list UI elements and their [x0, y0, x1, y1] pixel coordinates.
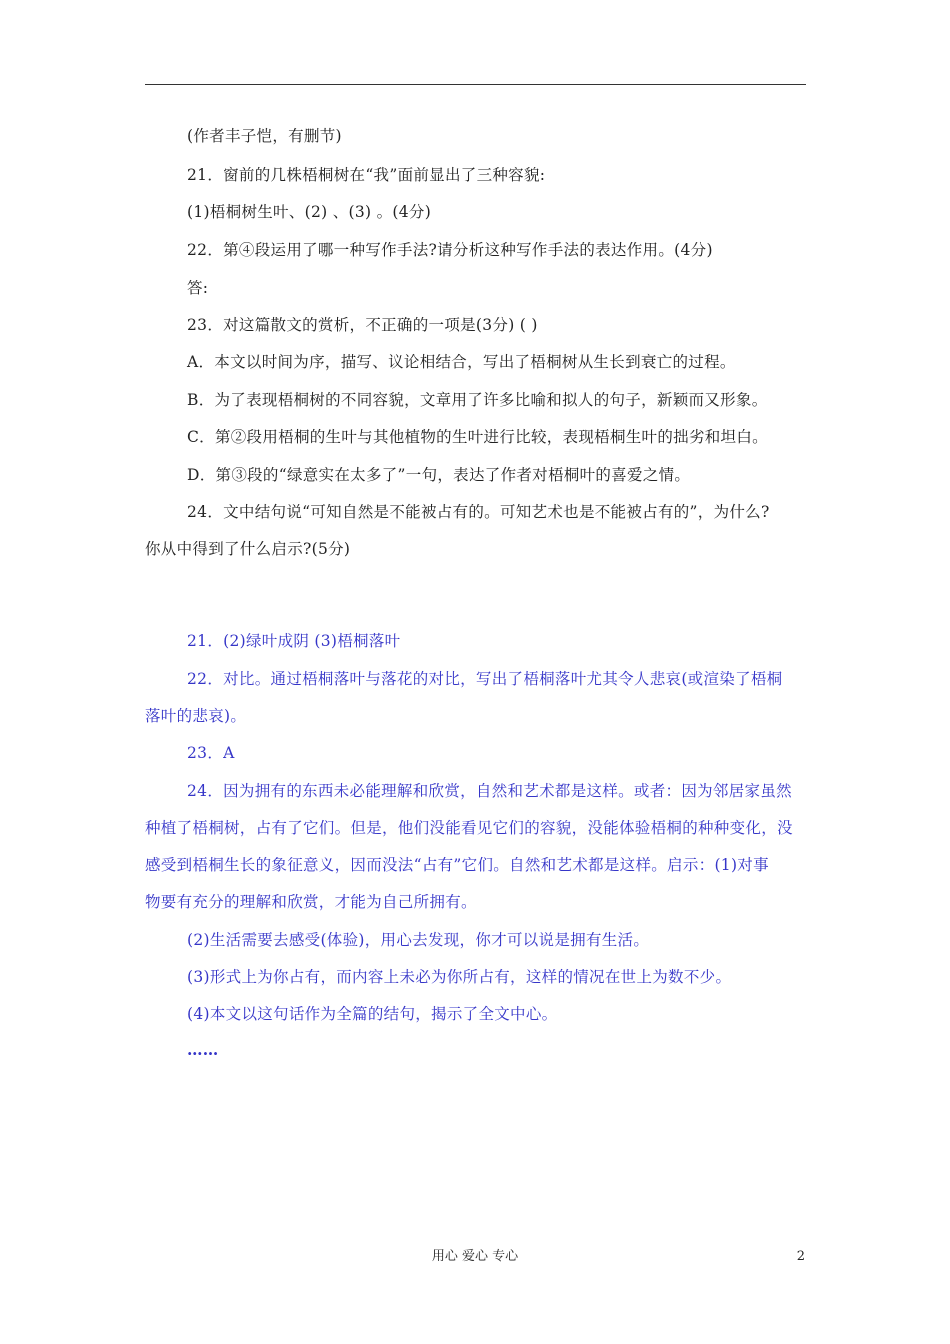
header-rule	[145, 84, 806, 85]
question-23-prompt: 23．对这篇散文的赏析，不正确的一项是(3分) ( )	[187, 316, 538, 334]
question-21-prompt: 21．窗前的几株梧桐树在“我”面前显出了三种容貌:	[187, 166, 546, 184]
answer-24-point-4: (4)本文以这句话作为全篇的结句，揭示了全文中心。	[187, 1005, 558, 1023]
answer-21: 21．(2)绿叶成阴 (3)梧桐落叶	[187, 632, 401, 650]
page-number: 2	[796, 1249, 805, 1264]
question-21-blanks: (1)梧桐树生叶、(2) 、(3) 。(4分)	[187, 203, 432, 221]
answer-22: 22．对比。通过梧桐落叶与落花的对比，写出了梧桐落叶尤其令人悲哀(或渲染了梧桐	[187, 670, 783, 688]
question-22-answer-label: 答:	[187, 279, 209, 297]
question-24-prompt-cont: 你从中得到了什么启示?(5分)	[145, 540, 351, 558]
source-note: (作者丰子恺，有删节)	[187, 127, 342, 145]
question-24-prompt: 24．文中结句说“可知自然是不能被占有的。可知艺术也是不能被占有的”，为什么?	[187, 503, 770, 521]
answer-24-cont-3: 物要有充分的理解和欣赏，才能为自己所拥有。	[145, 893, 477, 911]
question-23-option-d: D．第③段的“绿意实在太多了”一句，表达了作者对梧桐叶的喜爱之情。	[187, 466, 691, 484]
answer-24-point-2: (2)生活需要去感受(体验)，用心去发现，你才可以说是拥有生活。	[187, 931, 650, 949]
answer-24: 24．因为拥有的东西未必能理解和欣赏，自然和艺术都是这样。或者：因为邻居家虽然	[187, 782, 792, 800]
question-22-prompt: 22．第④段运用了哪一种写作手法?请分析这种写作手法的表达作用。(4分)	[187, 241, 713, 259]
question-23-option-a: A．本文以时间为序，描写、议论相结合，写出了梧桐树从生长到衰亡的过程。	[187, 353, 736, 371]
answer-24-cont-1: 种植了梧桐树，占有了它们。但是，他们没能看见它们的容貌，没能体验梧桐的种种变化，没	[145, 819, 793, 837]
question-23-option-b: B．为了表现梧桐树的不同容貌，文章用了许多比喻和拟人的句子，新颖而又形象。	[187, 391, 768, 409]
footer-motto: 用心 爱心 专心	[431, 1249, 519, 1264]
answer-ellipsis: ……	[187, 1040, 219, 1059]
answer-24-point-3: (3)形式上为你占有，而内容上未必为你所占有，这样的情况在世上为数不少。	[187, 968, 732, 986]
answer-23: 23．A	[187, 744, 235, 762]
answer-24-cont-2: 感受到梧桐生长的象征意义，因而没法“占有”它们。自然和艺术都是这样。启示：(1)对事	[145, 856, 769, 874]
answer-22-cont: 落叶的悲哀)。	[145, 707, 247, 725]
question-23-option-c: C．第②段用梧桐的生叶与其他植物的生叶进行比较，表现梧桐生叶的拙劣和坦白。	[187, 428, 768, 446]
